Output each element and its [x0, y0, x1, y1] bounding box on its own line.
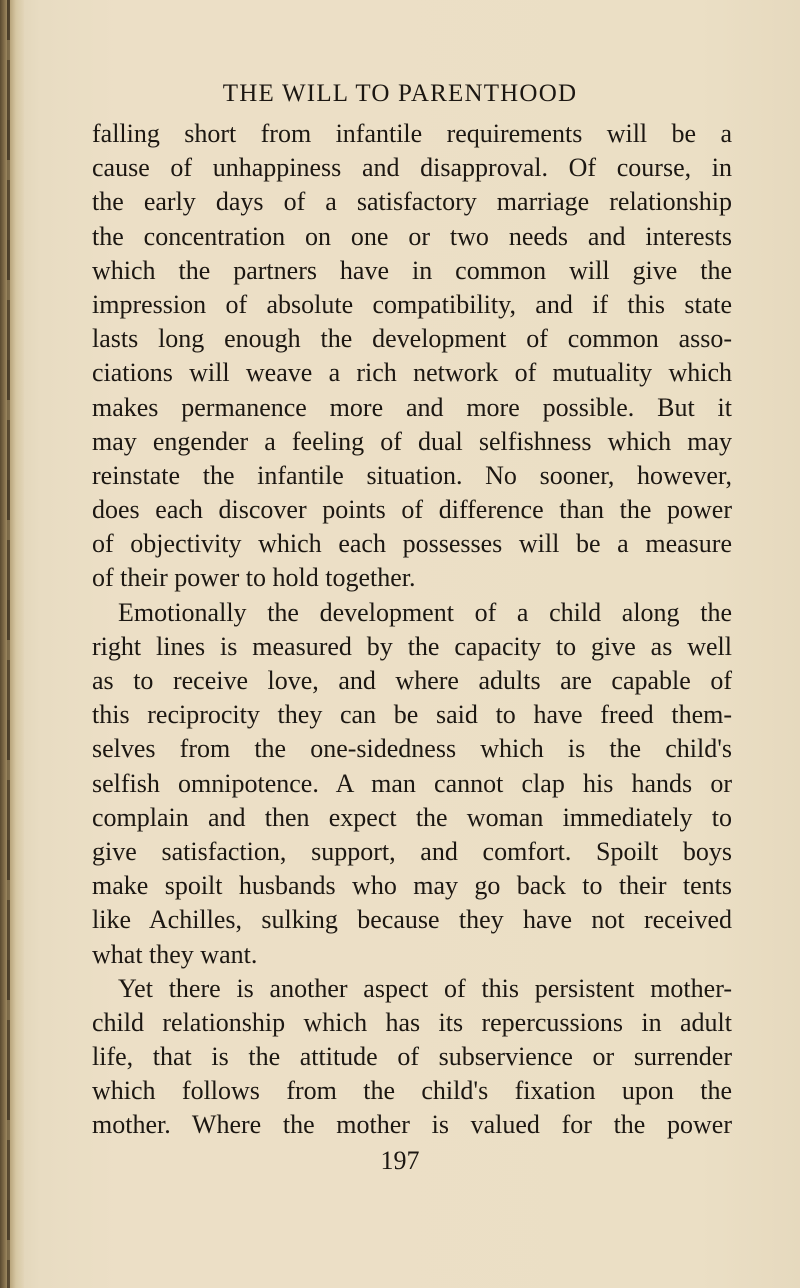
text-line: Yet there is another aspect of this persistent mother- [118, 973, 732, 1003]
text-line: of objectivity which each possesses will be a measure [92, 529, 732, 559]
text-line: selves from the one-sidedness which is the child's [92, 734, 732, 764]
text-line: right lines is measured by the capacity to give as well [92, 631, 732, 661]
text-line: complain and then expect the woman immediately to [92, 802, 732, 832]
text-line: impression of absolute compatibility, and if this state [92, 289, 732, 319]
text-line: what they want. [92, 939, 258, 969]
text-line: the concentration on one or two needs and interests [92, 221, 732, 251]
text-line: reinstate the infantile situation. No sooner, however, [92, 460, 732, 490]
text-line: may engender a feeling of dual selfishness which may [92, 426, 732, 456]
text-line: does each discover points of difference than the power [92, 495, 732, 525]
text-line: ciations will weave a rich network of mutuality which [92, 358, 732, 388]
text-line: give satisfaction, support, and comfort. Spoilt boys [92, 836, 732, 866]
page-number: 197 [380, 1146, 420, 1175]
running-head: THE WILL TO PARENTHOOD [222, 80, 578, 107]
binding-edge [7, 0, 10, 1288]
text-line: which the partners have in common will give the [92, 255, 732, 285]
text-line: make spoilt husbands who may go back to their tents [92, 871, 732, 901]
text-line: selfish omnipotence. A man cannot clap his hands or [92, 768, 732, 798]
text-line: falling short from infantile requirements will be a [92, 119, 732, 148]
text-line: as to receive love, and where adults are capable of [92, 666, 732, 695]
text-line: mother. Where the mother is valued for the power [92, 1110, 732, 1140]
text-line: life, that is the attitude of subservience or surrender [92, 1042, 732, 1072]
text-line: cause of unhappiness and disapproval. Of course, in [92, 153, 732, 183]
text-line: makes permanence more and more possible. But it [92, 392, 732, 422]
text-line: like Achilles, sulking because they have not received [92, 905, 732, 935]
body-text [92, 117, 732, 1143]
text-line: child relationship which has its repercussions in adult [92, 1007, 732, 1037]
text-line: this reciprocity they can be said to have freed them- [92, 700, 732, 730]
text-line: which follows from the child's fixation upon the [92, 1076, 732, 1106]
text-line: Emotionally the development of a child along the [118, 597, 732, 627]
text-line: of their power to hold together. [92, 563, 416, 593]
text-line: lasts long enough the development of common asso- [92, 324, 732, 354]
text-line: the early days of a satisfactory marriage relationship [92, 187, 732, 217]
page-binding-shadow [0, 0, 24, 1288]
